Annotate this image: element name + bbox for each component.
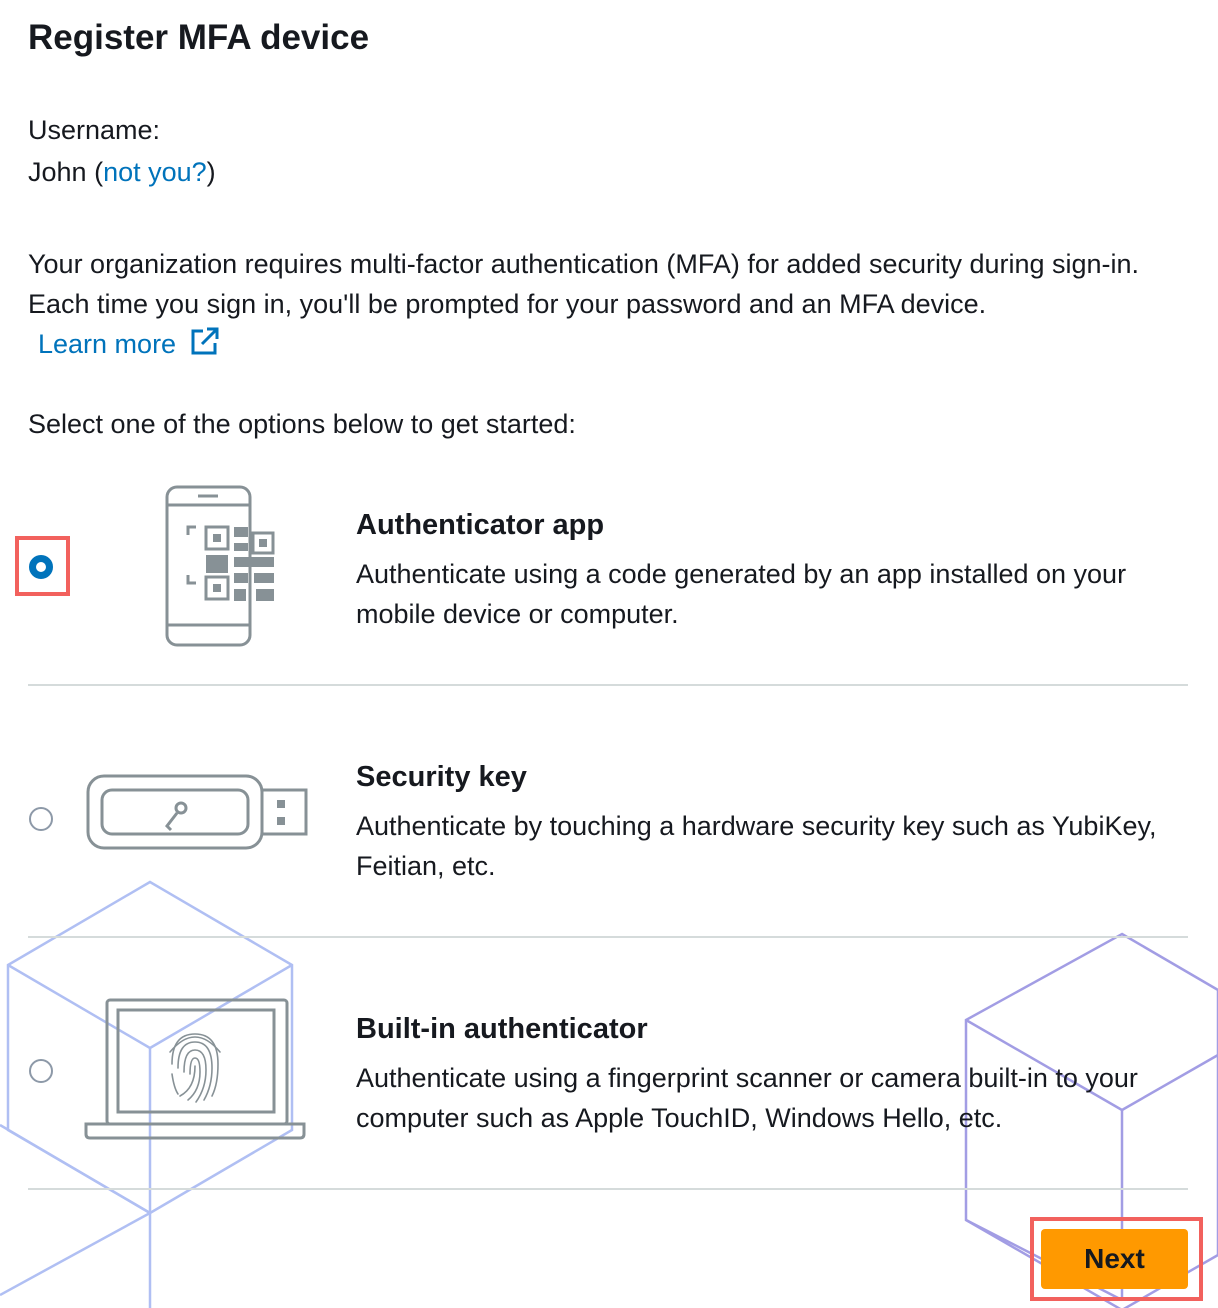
- select-prompt: Select one of the options below to get started:: [28, 409, 576, 439]
- usb-security-key-icon: [85, 772, 311, 852]
- radio-built-in-authenticator[interactable]: [29, 1059, 53, 1083]
- phone-qr-icon: [160, 485, 282, 650]
- laptop-fingerprint-icon: [82, 996, 308, 1142]
- username-label: Username:: [28, 115, 161, 145]
- page-title: Register MFA device: [28, 18, 370, 57]
- username-line: [28, 152, 216, 192]
- option-divider: [28, 1188, 1188, 1190]
- learn-more-link[interactable]: Learn more: [38, 329, 177, 359]
- paren-close: ): [206, 157, 216, 187]
- external-link-icon[interactable]: [190, 326, 220, 356]
- radio-security-key[interactable]: [29, 807, 53, 831]
- option-title-built-in-authenticator: Built-in authenticator: [356, 1013, 648, 1045]
- learn-more-row: [38, 324, 220, 364]
- option-divider: [28, 684, 1188, 686]
- option-divider: [28, 936, 1188, 938]
- paren-open: (: [94, 157, 104, 187]
- radio-authenticator-app[interactable]: [29, 555, 53, 579]
- option-desc-security-key: Authenticate by touching a hardware security key such as YubiKey, Feitian, etc.: [356, 811, 1157, 881]
- option-desc-authenticator-app: Authenticate using a code generated by an app installed on your mobile device or computer.: [356, 559, 1127, 629]
- mfa-description: Your organization requires multi-factor authentication (MFA) for added security during sign-in. Each time you sign in, you'll be prompted for your password and an MFA device.: [28, 249, 1140, 319]
- next-button[interactable]: Next: [1041, 1229, 1188, 1289]
- option-title-authenticator-app: Authenticator app: [356, 509, 605, 541]
- username-value: John: [28, 157, 87, 187]
- not-you-link[interactable]: not you?: [103, 157, 207, 187]
- option-title-security-key: Security key: [356, 761, 527, 793]
- option-desc-built-in-authenticator: Authenticate using a fingerprint scanner or camera built-in to your computer such as Apple TouchID, Windows Hello, etc.: [356, 1063, 1138, 1133]
